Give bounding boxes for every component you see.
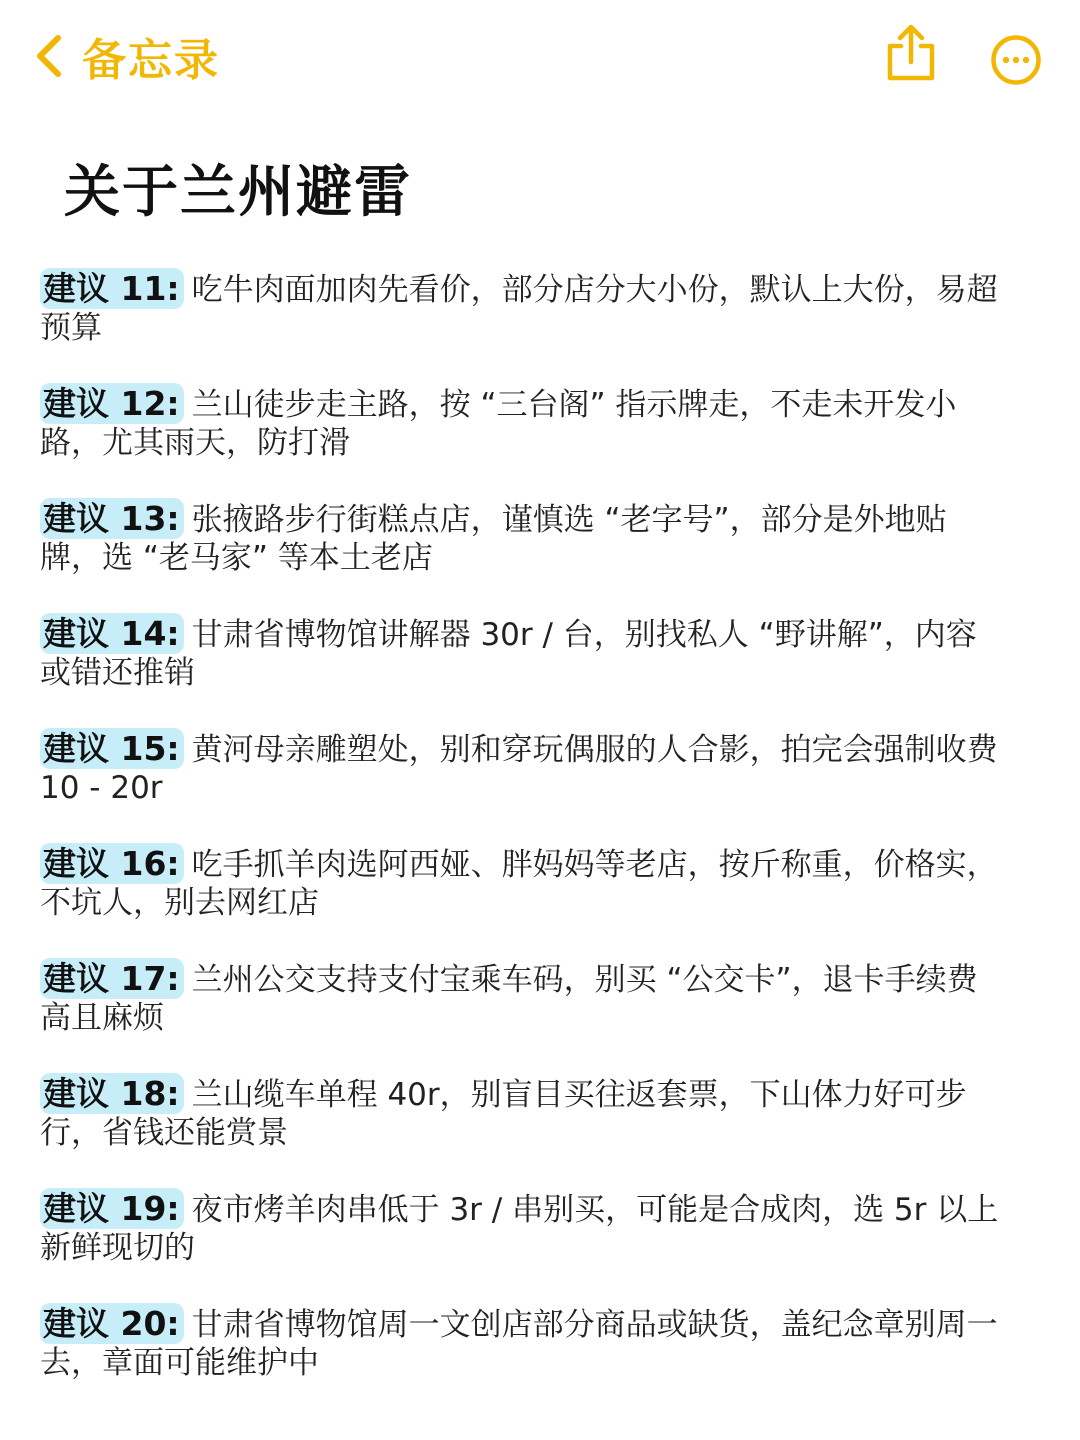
list-item xyxy=(40,1305,1000,1382)
list-item xyxy=(40,845,1000,922)
item-label: 建议 17: xyxy=(40,958,184,999)
list-item xyxy=(40,1190,1000,1267)
item-label: 建议 14: xyxy=(40,613,184,654)
item-text: 兰山缆车单程 40r，别盲目买往返套票，下山体力好可步行，省钱还能赏景 xyxy=(40,1077,967,1151)
item-text: 黄河母亲雕塑处，别和穿玩偶服的人合影，拍完会强制收费 10 - 20r xyxy=(40,732,998,806)
item-text: 甘肃省博物馆讲解器 30r / 台，别找私人 “野讲解”，内容或错还推销 xyxy=(40,617,977,691)
list-item xyxy=(40,385,1000,462)
list-item xyxy=(40,500,1000,577)
item-text: 夜市烤羊肉串低于 3r / 串别买，可能是合成肉，选 5r 以上新鲜现切的 xyxy=(40,1192,999,1266)
share-icon[interactable] xyxy=(884,22,938,84)
item-label: 建议 15: xyxy=(40,728,184,769)
item-label: 建议 12: xyxy=(40,383,184,424)
item-label: 建议 13: xyxy=(40,498,184,539)
item-text: 张掖路步行街糕点店，谨慎选 “老字号”，部分是外地贴牌，选 “老马家” 等本土老店 xyxy=(40,502,947,576)
item-text: 兰州公交支持支付宝乘车码，别买 “公交卡”，退卡手续费高且麻烦 xyxy=(40,962,978,1036)
chevron-left-icon xyxy=(32,32,66,80)
list-item xyxy=(40,730,1000,807)
item-text: 吃手抓羊肉选阿西娅、胖妈妈等老店，按斤称重，价格实，不坑人，别去网红店 xyxy=(40,847,998,921)
item-label: 建议 20: xyxy=(40,1303,184,1344)
list-item xyxy=(40,270,1000,347)
navigation-bar xyxy=(0,0,1080,120)
item-text: 甘肃省博物馆周一文创店部分商品或缺货，盖纪念章别周一去，章面可能维护中 xyxy=(40,1307,998,1381)
item-label: 建议 11: xyxy=(40,268,184,309)
item-label: 建议 16: xyxy=(40,843,184,884)
list-item xyxy=(40,615,1000,692)
list-item xyxy=(40,960,1000,1037)
item-text: 兰山徒步走主路，按 “三台阁” 指示牌走，不走未开发小路，尤其雨天，防打滑 xyxy=(40,387,957,461)
more-icon[interactable] xyxy=(990,34,1042,86)
item-label: 建议 18: xyxy=(40,1073,184,1114)
back-button[interactable] xyxy=(32,28,220,84)
list-item xyxy=(40,1075,1000,1152)
item-label: 建议 19: xyxy=(40,1188,184,1229)
item-text: 吃牛肉面加肉先看价，部分店分大小份，默认上大份，易超预算 xyxy=(40,272,998,346)
note-title: 关于兰州避雷 xyxy=(64,160,412,225)
back-label: 备忘录 xyxy=(82,35,220,86)
